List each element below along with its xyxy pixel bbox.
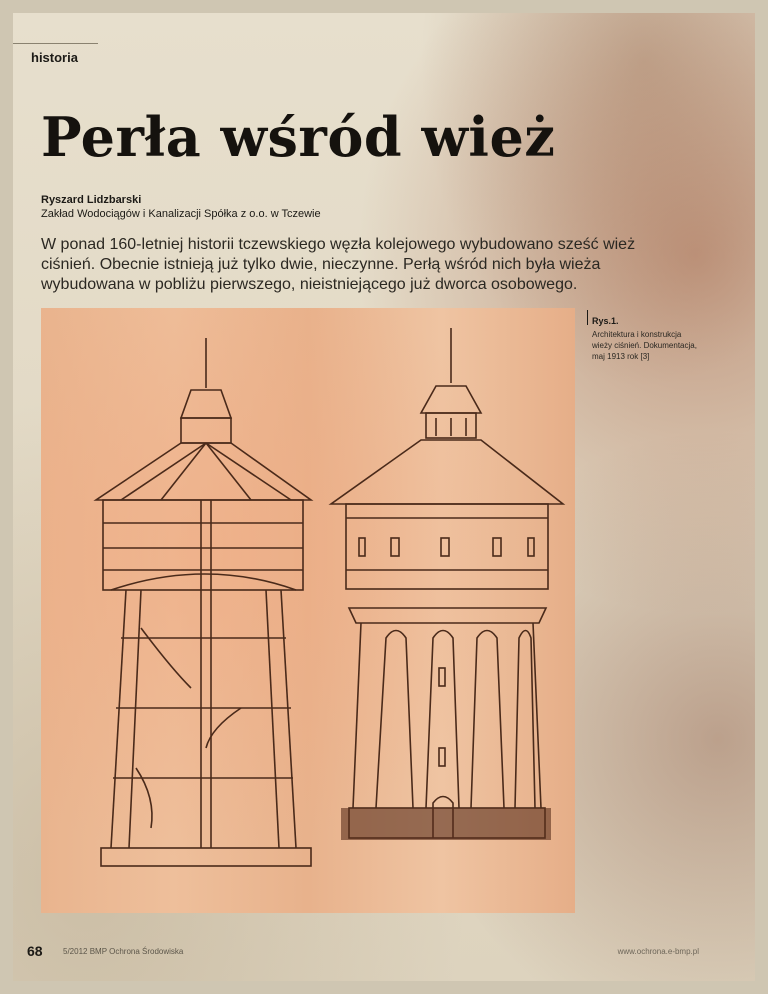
figure-caption: Architektura i konstrukcja wieży ciśnień. Dokumentacja, maj 1913 rok [3] — [592, 330, 697, 361]
figure-label: Rys.1. — [592, 316, 619, 326]
issue-info: 5/2012 BMP Ochrona Środowiska — [63, 947, 184, 956]
article-author: Ryszard Lidzbarski — [41, 194, 142, 206]
section-label: historia — [31, 50, 78, 65]
tower-blueprint-illustration — [41, 308, 575, 913]
magazine-page — [13, 13, 755, 981]
page-number: 68 — [27, 943, 43, 959]
section-rule — [13, 43, 98, 44]
caption-rule — [587, 310, 588, 325]
author-affiliation: Zakład Wodociągów i Kanalizacji Spółka z o.o. w Tczewie — [41, 208, 321, 220]
website-link[interactable]: www.ochrona.e-bmp.pl — [617, 947, 699, 956]
water-tower-drawing — [41, 308, 575, 913]
article-lead: W ponad 160-letniej historii tczewskiego węzła kolejowego wybudowano sześć wież ciśnień. Obecnie istnieją już tylko dwie, nieczynne. Perłą wśród nich była wieża wybudowana w pobliżu pierwszego, nieistniejącego już dworca osobowego. — [41, 236, 636, 293]
article-title: Perła wśród wież — [41, 105, 556, 169]
